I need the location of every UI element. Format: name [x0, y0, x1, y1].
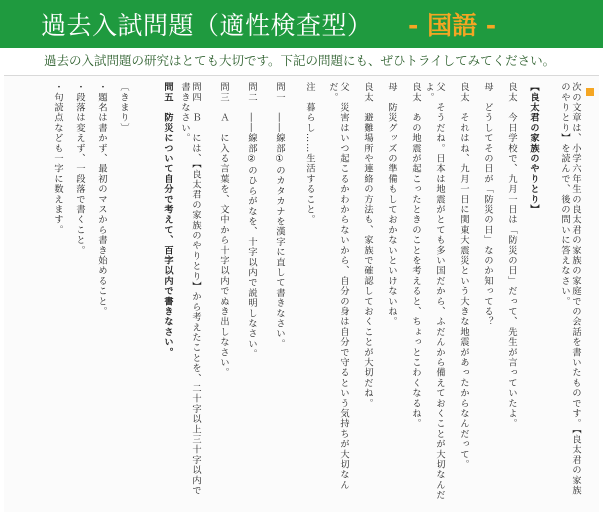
- dialogue-text: あの地震が起こったときのことを考えると、ちょっとこわくなるね。: [410, 112, 421, 429]
- dialogue-speaker: 母: [482, 82, 493, 93]
- dialogue-text: そうだね。日本は地震がとても多い国だから、ふだんから備えておくことが大切なんだよ。: [423, 82, 445, 501]
- subject-label: - 国語 -: [408, 11, 497, 40]
- question: 問二 ――線部②のひらがなを、十字以内で説明しなさい。: [246, 82, 257, 360]
- dialogue-speaker: 良太: [362, 82, 373, 103]
- dialogue-line: [423, 82, 445, 502]
- dialogue-speaker: 良太: [506, 82, 517, 103]
- dialogue-line: [410, 82, 421, 502]
- dialogue-speaker: 父: [434, 82, 445, 93]
- dialogue-text: 災害はいつ起こるかわからないから、自分の身は自分で守るという気持ちが大切なんだ。: [327, 82, 349, 491]
- dialogue-speaker: 父: [338, 82, 349, 93]
- dialogue-speaker: 母: [386, 82, 397, 93]
- dialogue-speaker: 良太: [458, 82, 469, 103]
- section-marker-icon: [586, 88, 594, 96]
- condition: ・題名は書かず、最初のマスから書き始めること。: [96, 82, 107, 317]
- condition-title: 〔きまり〕: [118, 82, 129, 133]
- dialogue-speaker: 良太: [410, 82, 421, 103]
- condition: ・句読点なども一字に数えます。: [52, 82, 63, 235]
- dialogue-line: [458, 82, 469, 502]
- page-title: 過去入試問題（適性検査型）: [41, 11, 373, 40]
- question: 問五 防災について自分で考えて、百字以内で書きなさい。: [162, 82, 173, 358]
- condition: ・段落は変えず、一段落で書くこと。: [74, 82, 85, 256]
- dialogue-text: 今日学校で、九月一日は「防災の日」だって、先生が言っていたよ。: [506, 112, 517, 429]
- question: 問三 Ａ に入る言葉を、文中から十字以内でぬき出しなさい。: [218, 82, 229, 378]
- dialogue-text: それはね、九月一日に関東大震災という大きな地震があったからなんだって。: [458, 112, 469, 470]
- question: 問四 Ｂ には、【良太君の家族のやりとり】から考えたことを、二十字以上三十字以内で書きなさい。: [179, 82, 201, 496]
- dialogue-line: [482, 82, 493, 502]
- exam-notes: 注 暮らし……生活すること。: [304, 82, 315, 225]
- dialogue-line: [386, 82, 397, 502]
- dialogue-line: [327, 82, 349, 502]
- exam-lead: 次の文章は、小学六年生の良太君の家族の家庭での会話を書いたものです。【良太君の家族のやりとり】を読んで、後の問いに答えなさい。: [559, 82, 581, 496]
- dialogue-text: 避難場所や連絡の方法も、家族で確認しておくことが大切だね。: [362, 112, 373, 409]
- intro-text: 過去の入試問題の研究はとても大切です。下記の問題にも、ぜひトライしてみてください。: [44, 53, 556, 68]
- exam-page: [4, 75, 599, 512]
- dialogue-line: [506, 82, 517, 502]
- dialogue-line: [362, 82, 373, 502]
- dialogue-text: 防災グッズの準備もしておかないといけないね。: [386, 102, 397, 327]
- header-bar: [0, 0, 603, 48]
- dialogue-text: どうしてその日が「防災の日」なのか知ってる？: [482, 102, 493, 327]
- section-title: 【良太君の家族のやりとり】: [528, 82, 539, 215]
- question: 問一 ――線部①のカタカナを漢字に直して書きなさい。: [274, 82, 285, 349]
